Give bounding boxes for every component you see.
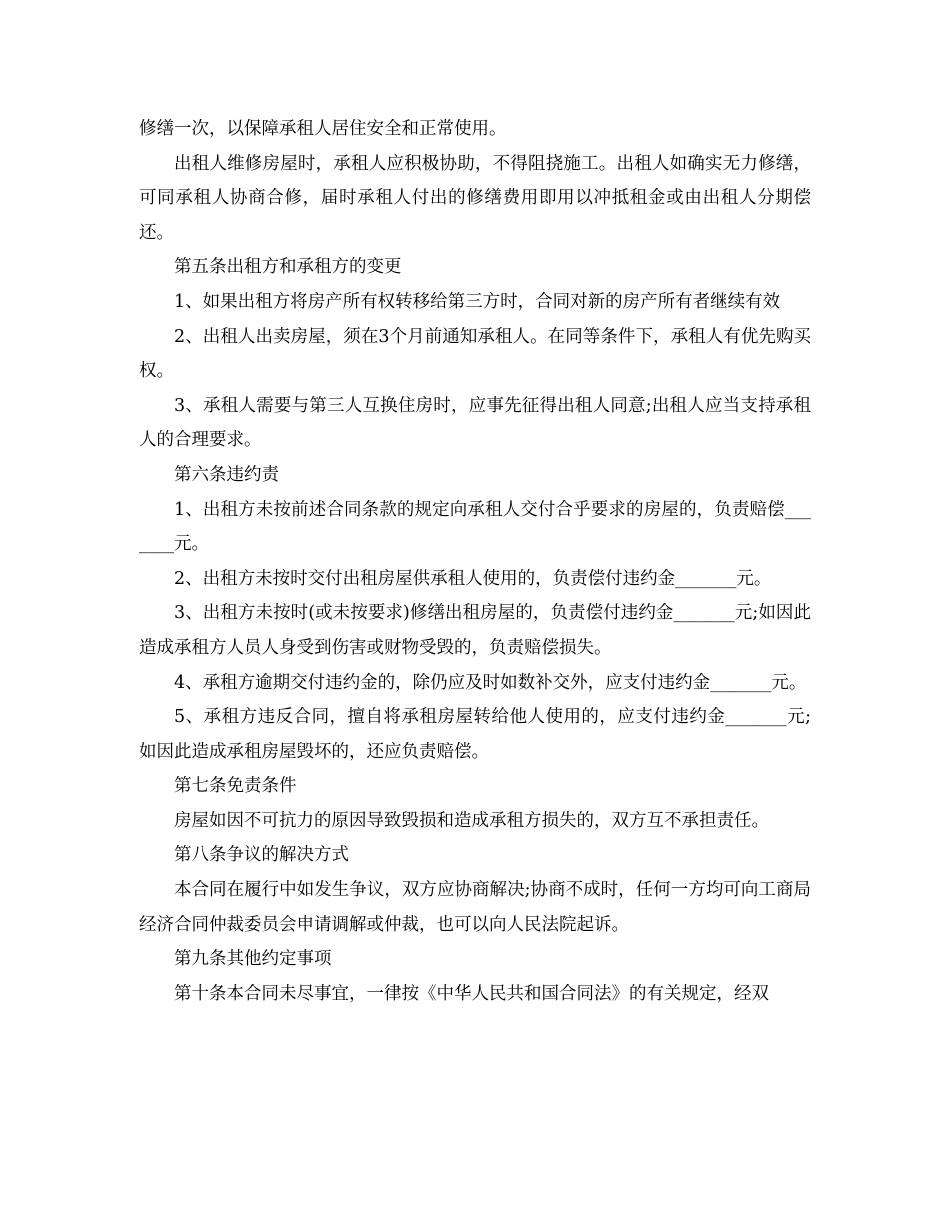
paragraph-1: 修缮一次，以保障承租人居住安全和正常使用。: [139, 119, 507, 139]
section-heading-5: 第五条出租方和承租方的变更: [174, 257, 402, 278]
paragraph-12: 5、承租方违反合同，擅自将承租房屋转给他人使用的，应支付违约金_______元;如因此造成承租房屋毁坏的，还应负责赔偿。: [139, 707, 811, 762]
section-heading-7: 第七条免责条件: [174, 776, 297, 797]
document-page: [139, 112, 811, 1011]
paragraph-11: 4、承租方逾期交付违约金的，除仍应及时如数补交外，应支付违约金_______元。: [174, 672, 807, 693]
paragraph-14: 房屋如因不可抗力的原因导致毁损和造成承租方损失的，双方互不承担责任。: [174, 810, 769, 831]
paragraph-2: 出租人维修房屋时，承租人应积极协助，不得阻挠施工。出租人如确实无力修缮，可同承租人协商合修，届时承租人付出的修缮费用即用以冲抵租金或由出租人分期偿还。: [139, 153, 811, 243]
paragraph-18: 第十条本合同未尽事宜，一律按《中华人民共和国合同法》的有关规定，经双: [174, 983, 769, 1004]
section-heading-6: 第六条违约责: [174, 464, 279, 485]
paragraph-4: 1、如果出租方将房产所有权转移给第三方时，合同对新的房产所有者继续有效: [174, 291, 781, 312]
section-heading-8: 第八条争议的解决方式: [174, 845, 349, 866]
paragraph-10: 3、出租方未按时(或未按要求)修缮出租房屋的，负责偿付违约金_______元;如因此造成承租方人员人身受到伤害或财物受毁的，负责赔偿损失。: [139, 603, 811, 658]
paragraph-6: 3、承租人需要与第三人互换住房时，应事先征得出租人同意;出租人应当支持承租人的合理要求。: [139, 395, 811, 451]
section-heading-9: 第九条其他约定事项: [174, 949, 332, 970]
paragraph-8: 1、出租方未按前述合同条款的规定向承租人交付合乎要求的房屋的，负责赔偿_______元。: [139, 499, 811, 555]
paragraph-9: 2、出租方未按时交付出租房屋供承租人使用的，负责偿付违约金_______元。: [174, 568, 772, 589]
paragraph-16: 本合同在履行中如发生争议，双方应协商解决;协商不成时，任何一方均可向工商局经济合同仲裁委员会申请调解或仲裁，也可以向人民法院起诉。: [139, 880, 811, 935]
paragraph-5: 2、出租人出卖房屋，须在3个月前通知承租人。在同等条件下，承租人有优先购买权。: [139, 326, 811, 382]
